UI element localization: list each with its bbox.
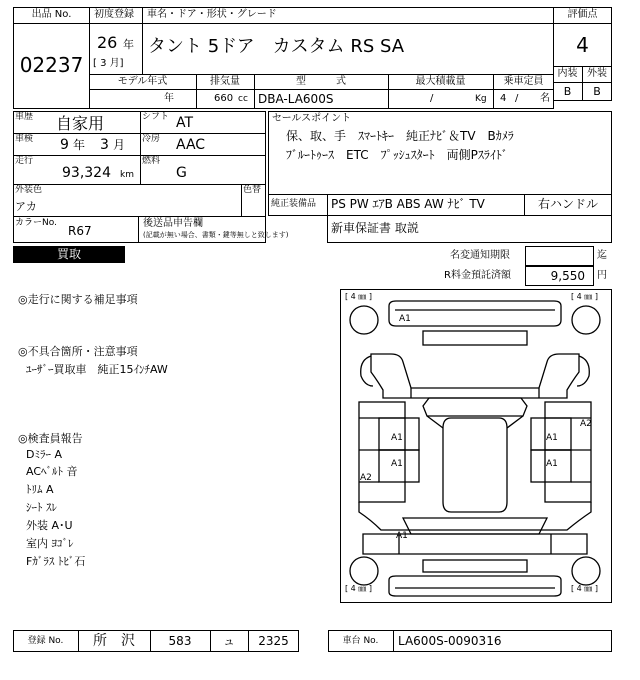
registration-area: 所 沢 bbox=[93, 633, 135, 649]
left-body bbox=[359, 402, 405, 502]
purchase-badge: 買取 bbox=[13, 246, 125, 263]
inspector-item: ﾄﾘﾑ A bbox=[26, 483, 54, 496]
capacity-unit: 名 bbox=[540, 93, 550, 104]
tire-depth-rear-left: [ 4 ㎜ ] bbox=[345, 584, 372, 593]
defect-notes-body: ﾕｰｻﾞｰ買取車 純正15ｲﾝﾁAW bbox=[26, 363, 168, 376]
exterior-grade: B bbox=[593, 85, 601, 98]
max-load-label: 最大積載量 bbox=[415, 76, 466, 87]
tire-rear-right bbox=[572, 557, 600, 585]
damage-mark: A1 bbox=[391, 459, 403, 469]
damage-mark: A2 bbox=[360, 473, 372, 483]
lot-number: 02237 bbox=[19, 53, 84, 77]
sales-point-line-1: 保、取、手 ｽﾏｰﾄｷｰ 純正ﾅﾋﾞ＆TV Bｶﾒﾗ bbox=[286, 129, 514, 143]
mileage-label: 走行 bbox=[15, 156, 34, 166]
front-grille bbox=[423, 331, 527, 345]
sales-point-label: セールスポイント bbox=[272, 113, 352, 124]
registration-label: 登録 No. bbox=[27, 636, 64, 646]
rear-quarter bbox=[359, 502, 591, 530]
displacement-value: 660 bbox=[214, 93, 234, 104]
damage-mark: A1 bbox=[396, 531, 408, 541]
inspector-item: Fｶﾞﾗｽ ﾄﾋﾞ石 bbox=[26, 555, 86, 568]
aftermarket-note: (記載が無い場合、書類・鍵等無しと致します) bbox=[143, 231, 289, 239]
damage-mark: A1 bbox=[546, 433, 558, 443]
warranty-value: 新車保証書 取説 bbox=[331, 221, 419, 235]
mileage-value: 93,324 bbox=[62, 165, 111, 181]
model-year-unit: 年 bbox=[164, 93, 174, 104]
capacity-value: 4 bbox=[500, 93, 507, 104]
inspector-item: Dﾐﾗｰ A bbox=[26, 448, 62, 461]
driving-notes-title: ◎走行に関する補足事項 bbox=[18, 293, 138, 306]
chassis-number: LA600S-0090316 bbox=[398, 634, 502, 648]
model-code: DBA-LA600S bbox=[258, 92, 334, 106]
ac-value: AAC bbox=[176, 137, 206, 153]
damage-mark: A1 bbox=[391, 433, 403, 443]
windshield bbox=[423, 398, 527, 416]
inspection-year-unit: 年 bbox=[73, 138, 86, 152]
registration-kana: ュ bbox=[222, 634, 235, 648]
score-value: 4 bbox=[576, 33, 589, 57]
tire-depth-rear-right: [ 4 ㎜ ] bbox=[571, 584, 598, 593]
interior-grade: B bbox=[563, 85, 572, 98]
inspection-month: 3 bbox=[100, 137, 109, 153]
tire-depth-front-left: [ 4 ㎜ ] bbox=[345, 292, 372, 301]
history-label: 車歴 bbox=[15, 112, 34, 122]
first-registration-label: 初度登録 bbox=[94, 9, 134, 20]
defect-notes-title: ◎不具合箇所・注意事項 bbox=[18, 345, 138, 358]
mileage-unit: km bbox=[120, 170, 134, 180]
history-value: 自家用 bbox=[56, 114, 105, 133]
roof bbox=[443, 418, 507, 512]
chassis-label: 車台 No. bbox=[342, 636, 379, 646]
tire-rear-left bbox=[350, 557, 378, 585]
inspector-item: 室内 ﾖｺﾞﾚ bbox=[26, 537, 74, 550]
color-change-label: 色替 bbox=[243, 185, 262, 195]
exterior-label: 外装 bbox=[587, 68, 607, 79]
equipment-label: 純正装備品 bbox=[271, 199, 317, 209]
model-year-label: モデル年式 bbox=[117, 76, 168, 87]
lot-label: 出品 No. bbox=[31, 9, 72, 20]
inspector-item: ｼｰﾄ ｽﾚ bbox=[26, 501, 57, 514]
max-load-value: / bbox=[430, 93, 434, 104]
damage-mark: A1 bbox=[399, 314, 411, 324]
rear-window bbox=[403, 518, 547, 534]
inspector-report-title: ◎検査員報告 bbox=[18, 432, 83, 445]
registration-number: 2325 bbox=[258, 634, 289, 648]
rear-bumper bbox=[389, 576, 561, 596]
right-body bbox=[545, 402, 591, 502]
name-change-label: 名変通知期限 bbox=[450, 250, 510, 261]
front-bumper bbox=[389, 301, 561, 326]
registration-class: 583 bbox=[168, 634, 192, 648]
first-registration-year: 26 bbox=[97, 33, 118, 52]
handle-position: 右ハンドル bbox=[537, 197, 598, 211]
displacement-unit: cc bbox=[238, 94, 248, 104]
exterior-color-value: アカ bbox=[15, 200, 37, 213]
inspector-item: 外装 A･U bbox=[26, 519, 73, 532]
model-code-label: 型 式 bbox=[296, 76, 346, 87]
name-change-box bbox=[525, 246, 594, 266]
color-no-label: カラーNo. bbox=[15, 218, 57, 228]
fuel-value: G bbox=[176, 165, 187, 181]
tire-front-right bbox=[572, 306, 600, 334]
car-diagram-svg bbox=[341, 290, 611, 602]
damage-mark: A1 bbox=[546, 459, 558, 469]
rear-garnish bbox=[423, 560, 527, 572]
score-label: 評価点 bbox=[567, 9, 598, 20]
tire-depth-front-right: [ 4 ㎜ ] bbox=[571, 292, 598, 301]
car-name-label: 車名・ドア・形状・グレード bbox=[147, 9, 277, 20]
inspection-label: 車検 bbox=[15, 134, 34, 144]
recycle-unit: 円 bbox=[597, 270, 607, 281]
interior-label: 内装 bbox=[557, 68, 578, 79]
sales-point-line-2: ﾌﾞﾙｰﾄｩｰｽ ETC ﾌﾟｯｼｭｽﾀｰﾄ 両側Pｽﾗｲﾄﾞ bbox=[286, 148, 508, 162]
damage-mark: A2 bbox=[580, 419, 592, 429]
hood bbox=[371, 354, 579, 398]
displacement-label: 排気量 bbox=[210, 76, 240, 87]
inspection-year: 9 bbox=[60, 137, 69, 153]
equipment-value: PS PW ｴｱB ABS AW ﾅﾋﾞ TV bbox=[331, 197, 485, 211]
year-unit: 年 bbox=[123, 38, 134, 51]
capacity-label: 乗車定員 bbox=[503, 76, 544, 87]
inspector-item: ACﾍﾞﾙﾄ 音 bbox=[26, 465, 78, 478]
color-no-value: R67 bbox=[68, 224, 92, 238]
exterior-color-label: 外装色 bbox=[15, 185, 43, 195]
max-load-unit: Kg bbox=[475, 94, 487, 104]
recycle-value: 9,550 bbox=[550, 269, 585, 283]
ac-label: 冷房 bbox=[142, 134, 161, 144]
shift-value: AT bbox=[176, 115, 194, 131]
fuel-label: 燃料 bbox=[142, 156, 161, 166]
first-registration-month: [ 3 月] bbox=[93, 58, 124, 69]
shift-label: シフト bbox=[142, 112, 170, 122]
inspection-month-unit: 月 bbox=[113, 138, 126, 152]
recycle-label: R料金預託済額 bbox=[444, 270, 511, 281]
capacity-separator: / bbox=[515, 93, 519, 104]
car-name: タント 5ドア カスタム RS SA bbox=[148, 36, 405, 57]
aftermarket-label: 後送品申告欄 bbox=[143, 218, 203, 229]
damage-diagram bbox=[340, 289, 612, 603]
name-change-suffix: 迄 bbox=[597, 250, 607, 261]
tire-front-left bbox=[350, 306, 378, 334]
